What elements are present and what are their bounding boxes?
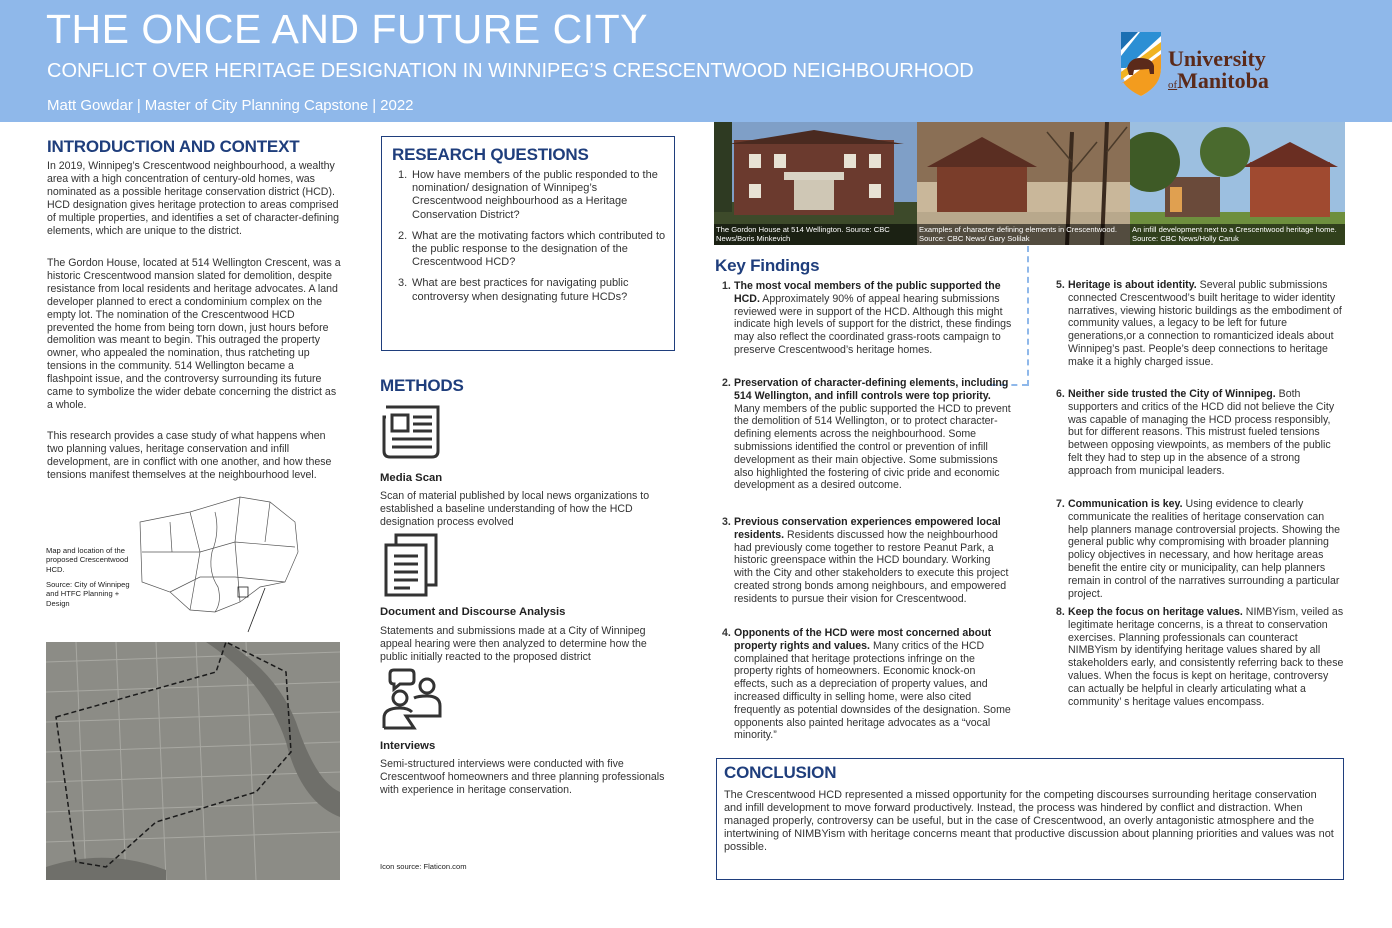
finding-number: 3.: [722, 516, 731, 528]
finding-3: [722, 516, 1012, 606]
finding-number: 7.: [1056, 498, 1065, 510]
method-interviews-title: Interviews: [380, 740, 436, 752]
finding-6: [1056, 388, 1344, 478]
finding-text: Approximately 90% of appeal hearing submissions reviewed were in support of the HCD. Although this might indicate high levels of support for the district, these findings may also reflect the coordinated grass-roots campaign to preserve Crescentwood’s heritage homes.: [734, 292, 1012, 356]
map-caption: Map and location of the proposed Crescentwood HCD.: [46, 546, 129, 574]
method-media-scan-text: Scan of material published by local news organizations to established a baseline understanding of how the HCD designation process evolved: [380, 490, 650, 528]
methods-heading: METHODS: [380, 376, 464, 395]
photo-character-elements: [917, 122, 1130, 245]
finding-7: [1056, 498, 1344, 600]
intro-paragraph-2: The Gordon House, located at 514 Wellington Crescent, was a historic Crescentwood mansion slated for demolition, despite resistance from local residents and heritage advocates. A land developer planned to erect a condominium complex on the empty lot. The nomination of the Crescentwood HCD prevented the home from being torn down, just hours before demolition was meant to begin. This outraged the property owner, who appealed the nomination, thus ratcheting up tensions in the community. 514 Wellington became a flashpoint issue, and the controversy surrounding its future came to symbolize the wider debate concerning the district as a whole.: [47, 257, 341, 411]
question-text: What are the motivating factors which contributed to the public response to the designation of the Crescentwood HCD?: [412, 229, 666, 269]
photo-gordon-house: [714, 122, 917, 245]
finding-text: Several public submissions connected Crescentwood’s built heritage to wider identity narratives, viewing historic buildings as the embodiment of community values, a legacy to be left for future generations,or a connection to romanticized ideals about Winnipeg’s past. People’s deep connections to heritage make it a highly charged issue.: [1068, 279, 1342, 368]
intro-heading: INTRODUCTION AND CONTEXT: [47, 137, 300, 156]
question-text: How have members of the public responded to the nomination/ designation of Winnipeg’s Crescentwood neighbourhood as a Heritage Conservation District?: [412, 169, 658, 221]
interview-icon: [380, 668, 444, 730]
finding-number: 8.: [1056, 606, 1065, 618]
research-question: [398, 277, 668, 303]
logo-text-manitoba-word: Manitoba: [1177, 68, 1269, 93]
research-heading: RESEARCH QUESTIONS: [392, 145, 589, 164]
method-discourse-text: Statements and submissions made at a City of Winnipeg appeal hearing were then analyzed to determine how the public initially reacted to the proposed district: [380, 625, 647, 663]
finding-5: [1056, 279, 1344, 369]
question-number: 2.: [398, 229, 408, 242]
research-question: [398, 169, 668, 222]
finding-bold: Neither side trusted the City of Winnipeg.: [1068, 388, 1276, 400]
logo-text-manitoba: [1168, 68, 1269, 94]
document-icon: [382, 532, 442, 598]
method-discourse-title: Document and Discourse Analysis: [380, 606, 566, 618]
conclusion-heading: CONCLUSION: [724, 763, 837, 782]
header-banner: [0, 0, 1392, 122]
finding-4: [722, 627, 1012, 742]
finding-bold: Keep the focus on heritage values.: [1068, 606, 1243, 618]
question-number: 3.: [398, 277, 408, 290]
logo-text-of: of: [1168, 79, 1178, 91]
finding-1: [722, 280, 1012, 357]
newspaper-icon: [380, 403, 444, 461]
photo-caption: The Gordon House at 514 Wellington. Source: CBC News/Boris Minkevich: [714, 224, 917, 245]
finding-number: 6.: [1056, 388, 1065, 400]
photo-caption: Examples of character defining elements in Crescentwood. Source: CBC News/ Gary Solilak: [917, 224, 1130, 245]
year: 2022: [380, 97, 414, 114]
icon-source-note: Icon source: Flaticon.com: [380, 862, 467, 871]
research-questions-list: [398, 169, 668, 312]
finding-number: 5.: [1056, 279, 1065, 291]
findings-heading: Key Findings: [715, 256, 820, 275]
finding-bold: Heritage is about identity.: [1068, 279, 1197, 291]
finding-8: [1056, 606, 1344, 708]
map-source: Source: City of Winnipeg and HTFC Planning + Design: [46, 580, 130, 608]
finding-text: Both supporters and critics of the HCD did not believe the City was capable of managing the HCD process responsibly, but for different reasons. This mistrust fueled tensions between opposing viewpoints, as members of the public felt they had to step up in the absence of a strong approach from municipal leaders.: [1068, 388, 1335, 477]
photo-caption: An infill development next to a Crescentwood heritage home. Source: CBC News/Holly Caruk: [1130, 224, 1345, 245]
question-number: 1.: [398, 169, 408, 181]
finding-bold: The most vocal members of the public supported the HCD.: [734, 280, 1001, 305]
intro-paragraph-1: In 2019, Winnipeg’s Crescentwood neighbourhood, a wealthy area with a high concentration of century-old homes, was nominated as a possible heritage conservation district (HCD). HCD designation gives heritage protection to areas comprised of multiple properties, and identifies a set of character-defining elements, which are unique to the district.: [47, 160, 340, 237]
conclusion-text: The Crescentwood HCD represented a missed opportunity for the competing discourses surrounding heritage conservation and infill development to move forward productively. Instead, the process was hindered by conflict and distraction. When managed properly, controversy can be useful, but in the case of Crescentwood, an overly antagonistic atmosphere and the intertwining of NIMBYism with heritage concerns meant that productive discussion about planning priorities and values was not possible.: [724, 789, 1334, 853]
intro-paragraph-3: This research provides a case study of what happens when two planning values, heritage conservation and infill development, are in conflict with one another, and how these tensions manifest themselves at the neighbourhood level.: [47, 430, 332, 481]
research-question: [398, 230, 668, 270]
finding-text: Using evidence to clearly communicate the realities of heritage conservation can help planners manage controversial projects. Showing the general public why compromising with broader planning policy objectives in necessary, and how heritage areas benefit the entire city or municipality, can help planners remain in control of the narratives surrounding a particular project.: [1068, 498, 1341, 600]
finding-bold: Opponents of the HCD were most concerned about property rights and values.: [734, 627, 992, 652]
finding-text: Many critics of the HCD complained that heritage protections infringe on the property rights of homeowners. Economic knock-on effects, such as a depreciation of property values, and increased difficulty in selling home, were also cited frequently as potential downsides of the designation. Some opponents also painted heritage advocates as a “vocal minority.”: [734, 639, 1011, 742]
question-text: What are best practices for navigating public controversy when designating future HCDs?: [412, 277, 629, 303]
university-logo: [1118, 28, 1283, 98]
logo-text-university: University: [1168, 46, 1266, 71]
finding-bold: Communication is key.: [1068, 498, 1183, 510]
aerial-photo-map: [46, 642, 340, 880]
program-name: Master of City Planning Capstone: [144, 97, 369, 114]
photo-infill-development: [1130, 122, 1345, 245]
method-media-scan-title: Media Scan: [380, 472, 443, 484]
finding-bold: Previous conservation experiences empowered local residents.: [734, 516, 1001, 541]
crescentwood-location-map: [130, 492, 305, 642]
finding-text: Residents discussed how the neighbourhood had previously come together to restore Peanut Park, a historic greenspace within the HCD boundary. Working with the City and other stakeholders to execute this project created strong bonds among neighbours, and empowered residents to pursue their vision for Crescentwood.: [734, 528, 1009, 605]
poster-title: THE ONCE AND FUTURE CITY: [46, 6, 648, 52]
finding-2: [722, 377, 1012, 492]
decorative-dashed-line: [1027, 246, 1029, 386]
finding-text: Many members of the public supported the HCD to prevent the demolition of 514 Wellington, or to protect character-defining elements across the neighbourhood. Some submissions identified the control or prevention of infill development as their main objective. Some submissions also highlighted the fostering of civic pride and economic development as a desired outcome.: [734, 402, 1011, 492]
byline: Matt Gowdar | Master of City Planning Capstone | 2022: [47, 97, 414, 114]
finding-text: NIMBYism, veiled as legitimate heritage concerns, is a threat to conservation exercises. Planning professionals can counteract NIMBYism by identifying heritage values shared by all stakeholders early, and consistently referring back to these values. When the focus is kept on heritage, controversy can actually be helpful in clearly articulating what a community’ s heritage values encompass.: [1068, 606, 1344, 708]
author-name: Matt Gowdar: [47, 97, 133, 114]
finding-number: 2.: [722, 377, 731, 389]
poster-subtitle: CONFLICT OVER HERITAGE DESIGNATION IN WINNIPEG’S CRESCENTWOOD NEIGHBOURHOOD: [47, 60, 974, 82]
method-interviews-text: Semi-structured interviews were conducted with five Crescentwoof homeowners and three planning professionals with experience in heritage conservation.: [380, 758, 665, 796]
finding-number: 1.: [722, 280, 731, 292]
finding-number: 4.: [722, 627, 731, 639]
bison-shield-icon: [1118, 28, 1164, 98]
finding-bold: Preservation of character-defining elements, including 514 Wellington, and infill controls were top priority.: [734, 377, 1009, 402]
